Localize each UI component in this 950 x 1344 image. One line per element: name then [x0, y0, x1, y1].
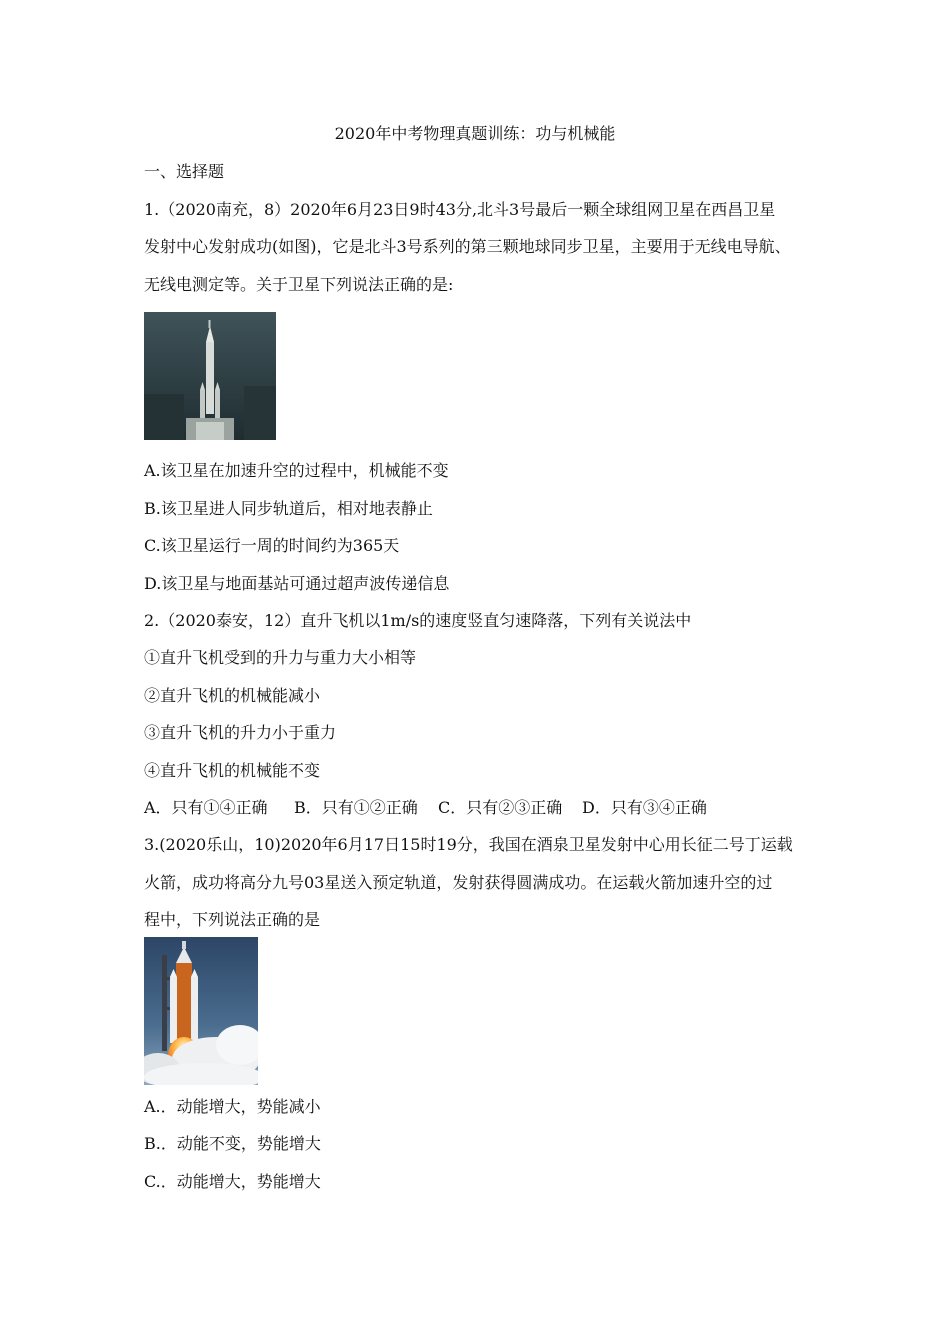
q3-stem-line-1: 3.(2020乐山，10)2020年6月17日15时19分，我国在酒泉卫星发射中心用长征二号丁运载	[144, 835, 793, 854]
section-heading: 一、选择题	[144, 162, 225, 181]
q2-option-d: D．只有③④正确	[582, 798, 707, 817]
q3-option-b: B.．动能不变，势能增大	[144, 1134, 321, 1153]
q1-stem-line-2: 发射中心发射成功(如图)，它是北斗3号系列的第三颗地球同步卫星，主要用于无线电导航、	[144, 237, 791, 256]
q1-option-a: A.该卫星在加速升空的过程中，机械能不变	[144, 461, 449, 480]
q1-stem-line-3: 无线电测定等。关于卫星下列说法正确的是:	[144, 275, 454, 294]
q1-option-c: C.该卫星运行一周的时间约为365天	[144, 536, 400, 555]
q2-statement-1: ①直升飞机受到的升力与重力大小相等	[144, 648, 417, 667]
q3-stem-line-3: 程中，下列说法正确的是	[144, 910, 321, 929]
rocket-launch-night-image	[144, 312, 276, 440]
q1-stem-line-1: 1.（2020南充，8）2020年6月23日9时43分,北斗3号最后一颗全球组网卫星在西昌卫星	[144, 200, 776, 219]
q2-option-a: A．只有①④正确	[144, 798, 268, 817]
q1-option-b: B.该卫星进人同步轨道后，相对地表静止	[144, 499, 433, 518]
rocket-launch-day-image	[144, 937, 258, 1085]
q2-statement-2: ②直升飞机的机械能减小	[144, 686, 321, 705]
q2-options	[144, 798, 707, 818]
q2-statement-4: ④直升飞机的机械能不变	[144, 761, 321, 780]
q3-stem-line-2: 火箭，成功将高分九号03星送入预定轨道，发射获得圆满成功。在运载火箭加速升空的过	[144, 873, 773, 892]
q2-statement-3: ③直升飞机的升力小于重力	[144, 723, 337, 742]
q3-option-c: C.．动能增大，势能增大	[144, 1172, 321, 1191]
page-title: 2020年中考物理真题训练：功与机械能	[334, 124, 616, 143]
q2-stem: 2.（2020泰安，12）直升飞机以1m/s的速度竖直匀速降落，下列有关说法中	[144, 611, 692, 630]
q2-option-c: C．只有②③正确	[438, 798, 563, 817]
q2-option-b: B．只有①②正确	[294, 798, 418, 817]
q1-option-d: D.该卫星与地面基站可通过超声波传递信息	[144, 574, 450, 593]
q3-option-a: A.．动能增大，势能减小	[144, 1097, 321, 1116]
